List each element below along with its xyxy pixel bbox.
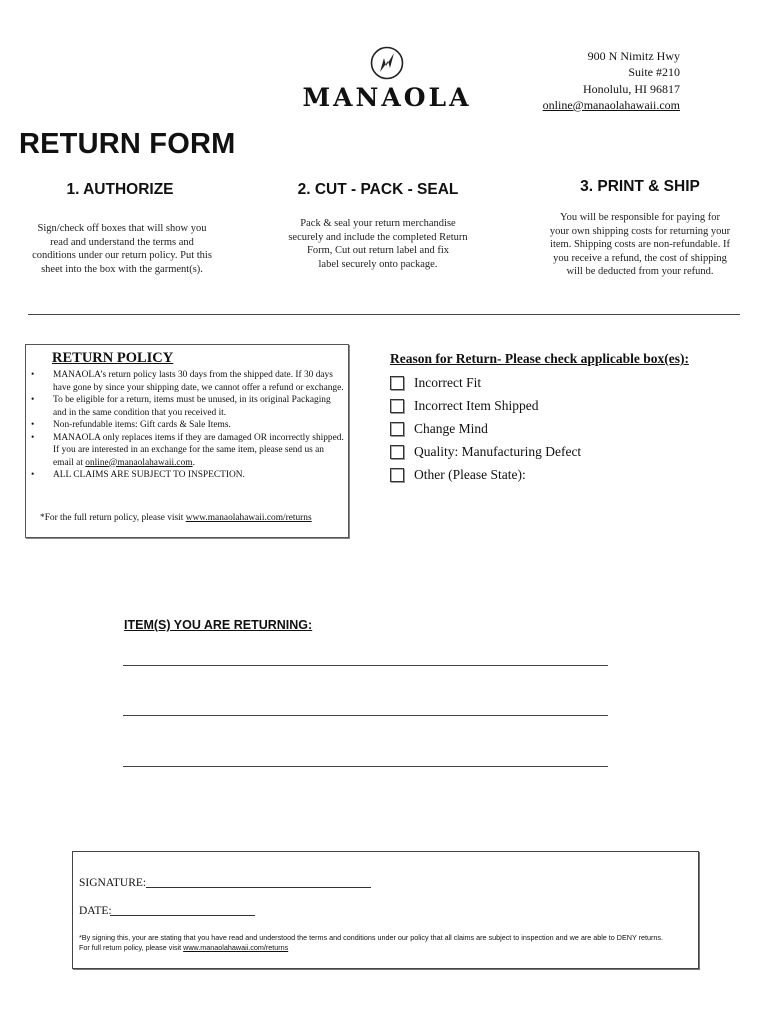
signature-disclaimer [79, 933, 699, 952]
step-3-line: will be deducted from your refund. [566, 266, 714, 278]
disclaimer-line-2 [79, 943, 699, 953]
policy-item: • MANAOLA only replaces items if they are damaged OR incorrectly shipped. If you are interested in an exchange for the same item, please send us an email at online@manaolahawaii.com. [31, 432, 344, 468]
policy-item: • To be eligible for a return, items must be unused, in its original Packaging and in the same condition that you received it. [31, 395, 331, 418]
checkbox-quality-defect[interactable] [390, 445, 404, 459]
policy-returns-link[interactable]: www.manaolahawaii.com/returns [185, 513, 312, 523]
reason-option-label: Incorrect Item Shipped [414, 398, 539, 413]
policy-item-text: MANAOLA only replaces items if they are damaged OR incorrectly shipped. If you are interested in an exchange for the same item, please send us an email at [53, 432, 344, 468]
item-entry-line[interactable] [123, 766, 608, 767]
return-policy-title: RETURN POLICY [52, 350, 174, 366]
policy-item-text: Non-refundable items: Gift cards & Sale Items. [53, 420, 231, 430]
reason-option[interactable] [390, 419, 488, 439]
manaola-emblem-icon [369, 45, 405, 81]
disclaimer-text: For full return policy, please visit [79, 942, 182, 952]
address-email-link[interactable]: online@manaolahawaii.com [542, 97, 680, 112]
checkbox-change-mind[interactable] [390, 422, 404, 436]
reason-title: Reason for Return- Please check applicable box(es): [390, 351, 689, 366]
reason-option-label: Other (Please State): [414, 467, 526, 482]
address-line-2: Suite #210 [628, 65, 680, 80]
step-3-line: You will be responsible for paying for [560, 212, 720, 223]
date-line[interactable] [110, 915, 255, 916]
signature-line[interactable] [146, 887, 371, 888]
policy-item: • ALL CLAIMS ARE SUBJECT TO INSPECTION. [31, 470, 245, 480]
policy-footnote [40, 512, 312, 524]
reason-option[interactable] [390, 465, 526, 485]
items-returning-title: ITEM(S) YOU ARE RETURNING: [124, 618, 313, 632]
step-1-line: Sign/check off boxes that will show you [37, 223, 207, 234]
reason-option[interactable] [390, 373, 481, 393]
disclaimer-returns-link[interactable]: www.manaolahawaii.com/returns [183, 942, 289, 952]
reason-option-label: Quality: Manufacturing Defect [414, 444, 582, 459]
policy-item-text: MANAOLA’s return policy lasts 30 days from the shipped date. If 30 days have gone by since your shipping date, we cannot offer a refund or exchange. [53, 370, 344, 393]
return-policy-list [28, 369, 346, 482]
company-address [543, 48, 680, 113]
step-1-heading: 1. AUTHORIZE [66, 181, 174, 198]
checkbox-incorrect-item-shipped[interactable] [390, 399, 404, 413]
signature-label: SIGNATURE: [79, 877, 147, 889]
step-3-line: your own shipping costs for returning your [549, 225, 731, 237]
checkbox-other[interactable] [390, 468, 404, 482]
policy-item-text: To be eligible for a return, items must be unused, in its original Packaging and in the same condition that you received it. [53, 395, 331, 418]
date-label: DATE: [79, 905, 112, 917]
policy-email-suffix: . [192, 457, 195, 468]
step-2-line: Form, Cut out return label and fix [306, 245, 450, 257]
policy-email-link[interactable]: online@manaolahawaii.com [85, 457, 193, 468]
step-3-line: you receive a refund, the cost of shipping [553, 252, 727, 264]
policy-item: • MANAOLA’s return policy lasts 30 days from the shipped date. If 30 days have gone by since your shipping date, we cannot offer a refund or exchange. [31, 370, 344, 393]
step-1-line: sheet into the box with the garment(s). [41, 263, 203, 275]
reason-option[interactable] [390, 442, 581, 462]
policy-item: • Non-refundable items: Gift cards & Sale Items. [31, 420, 231, 430]
disclaimer-text: *By signing this, your are stating that you have read and understood the terms and conditions under our policy that all claims are subject to inspection and we are able to DENY returns. [79, 933, 663, 942]
section-divider [28, 314, 740, 315]
step-2-line: securely and include the completed Return [288, 231, 468, 243]
step-3-text [530, 211, 750, 279]
reason-option[interactable] [390, 396, 538, 416]
address-line-3: Honolulu, HI 96817 [583, 81, 680, 96]
step-3-heading: 3. PRINT & SHIP [580, 178, 700, 195]
page-title: RETURN FORM [19, 128, 236, 160]
step-3-line: item. Shipping costs are non-refundable. If [550, 239, 730, 251]
step-1-line: conditions under our return policy. Put this [32, 250, 212, 262]
step-2-text [268, 217, 488, 271]
step-2-line: label securely onto package. [318, 258, 438, 270]
step-1-line: read and understand the terms and [50, 236, 194, 248]
policy-item-text: ALL CLAIMS ARE SUBJECT TO INSPECTION. [53, 470, 245, 480]
item-entry-line[interactable] [123, 715, 608, 716]
policy-note-text: *For the full return policy, please visit [40, 513, 184, 523]
checkbox-incorrect-fit[interactable] [390, 376, 404, 390]
reason-option-label: Change Mind [414, 421, 488, 436]
brand-logo-wordmark: MANAOLA [302, 83, 472, 112]
item-entry-line[interactable] [123, 665, 608, 666]
reason-option-label: Incorrect Fit [414, 375, 482, 390]
address-line-1: 900 N Nimitz Hwy [587, 49, 680, 63]
step-2-line: Pack & seal your return merchandise [300, 218, 456, 229]
step-1-text [22, 222, 222, 276]
step-2-heading: 2. CUT - PACK - SEAL [297, 181, 459, 198]
